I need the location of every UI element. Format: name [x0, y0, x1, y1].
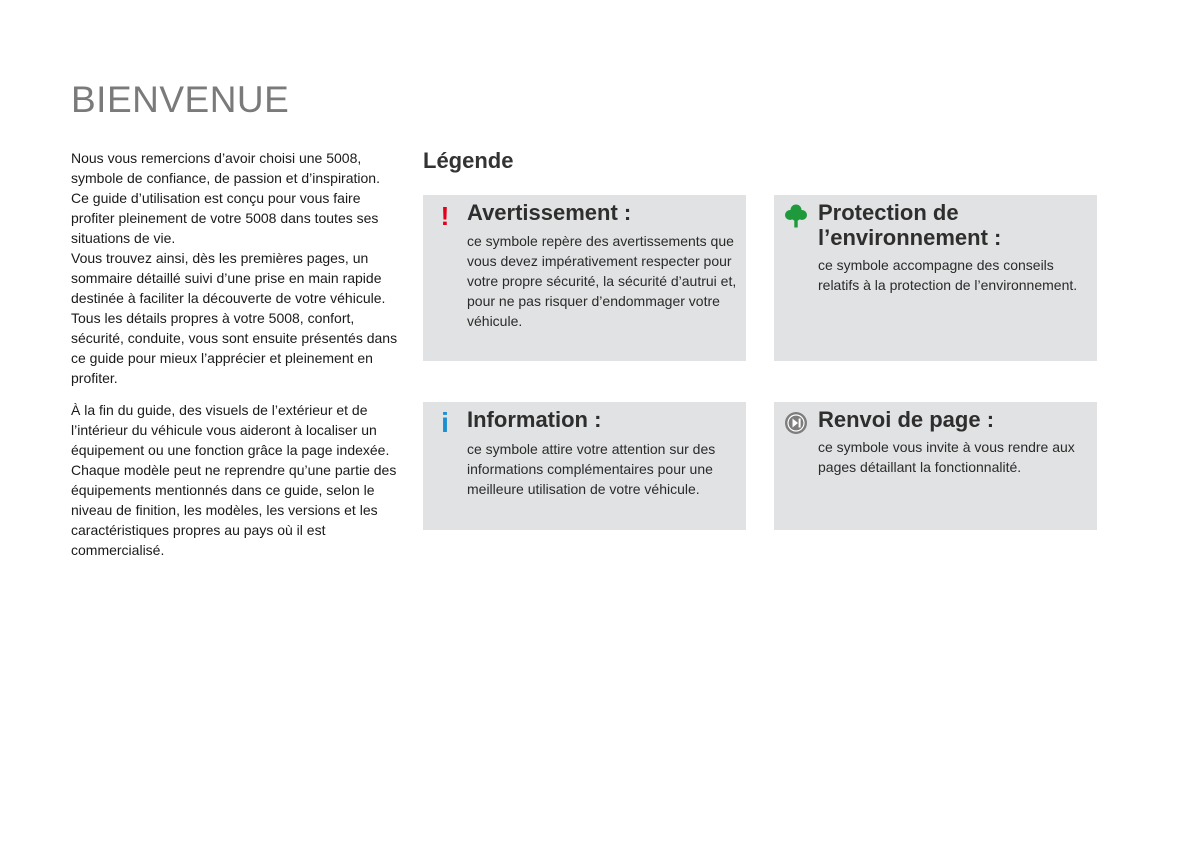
legend-card-title: Information :: [467, 407, 602, 432]
page-title: BIENVENUE: [71, 79, 290, 120]
legend-card-text: ce symbole vous invite à vous rendre aux pages détaillant la fonctionnalité.: [818, 439, 1075, 475]
legend-card-information: [423, 402, 746, 530]
legend-card-text: ce symbole attire votre attention sur des informations complémentaires pour une meilleure utilisation de votre véhicule.: [467, 441, 716, 497]
intro-paragraph: Nous vous remercions d’avoir choisi une 5008, symbole de confiance, de passion et d’inspiration.: [71, 150, 380, 186]
legend-card-page-reference: [774, 402, 1097, 530]
legend-card-text: ce symbole repère des avertissements que vous devez impérativement respecter pour votre propre sécurité, la sécurité d’autrui et, pour ne pas risquer d’endommager votre véhicule.: [467, 233, 737, 329]
next-page-icon-svg: [784, 411, 808, 435]
legend-card-text: ce symbole accompagne des conseils relatifs à la protection de l’environnement.: [818, 257, 1078, 293]
intro-paragraph: Ce guide d’utilisation est conçu pour vous faire profiter pleinement de votre 5008 dans toutes ses situations de vie.: [71, 190, 379, 246]
legend-title: Légende: [423, 148, 514, 173]
legend-card-warning: [423, 195, 746, 361]
info-icon: [433, 407, 457, 438]
legend-card-title: Avertissement :: [467, 200, 632, 225]
exclamation-icon: [433, 203, 457, 229]
legend-card-title: Protection de l’environnement :: [818, 200, 1002, 250]
intro-text: [71, 148, 401, 560]
intro-paragraph: Vous trouvez ainsi, dès les premières pages, un sommaire détaillé suivi d’une prise en main rapide destinée à faciliter la découverte de votre véhicule.: [71, 250, 386, 306]
intro-paragraph: Chaque modèle peut ne reprendre qu’une partie des équipements mentionnés dans ce guide, selon le niveau de finition, les modèles, les versions et les caractéristiques propres au pays où il est commercialisé.: [71, 462, 397, 558]
intro-paragraph: À la fin du guide, des visuels de l’extérieur et de l’intérieur du véhicule vous aideront à localiser un équipement ou une fonction grâce la page indexée.: [71, 402, 390, 458]
legend-card-environment: [774, 195, 1097, 361]
legend-card-title: Renvoi de page :: [818, 407, 995, 432]
exclamation-glyph: !: [440, 201, 450, 231]
tree-icon: [784, 203, 808, 229]
info-glyph: i: [441, 407, 449, 438]
tree-icon-svg: [785, 204, 807, 228]
next-page-icon: [784, 410, 808, 436]
intro-paragraph: Tous les détails propres à votre 5008, confort, sécurité, conduite, vous sont ensuite présentés dans ce guide pour mieux l’apprécier et pleinement en profiter.: [71, 310, 398, 386]
